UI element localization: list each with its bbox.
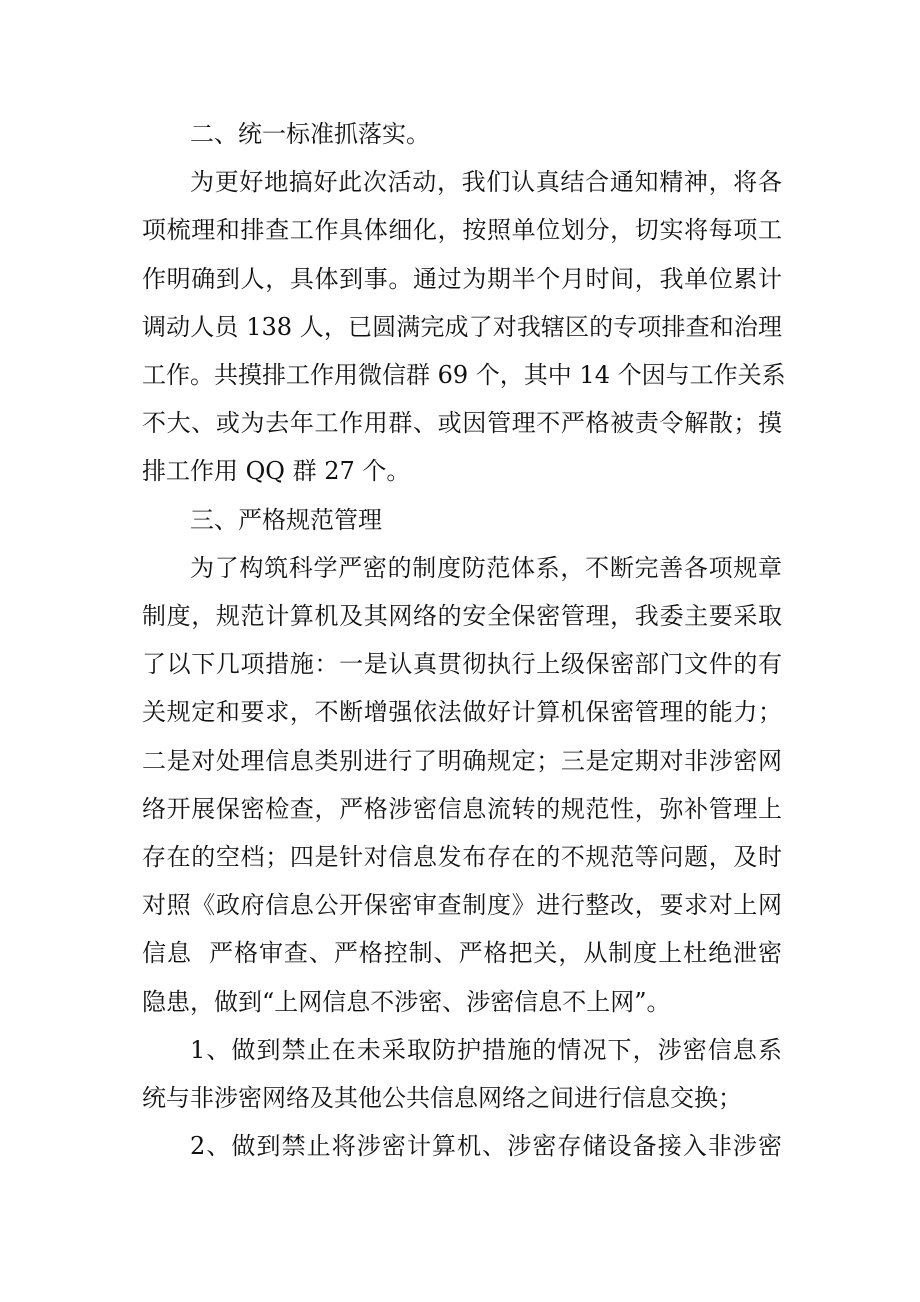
paragraph-line: 关规定和要求，不断增强依法做好计算机保密管理的能力； xyxy=(142,698,782,727)
paragraph-line: 络开展保密检查，严格涉密信息流转的规范性，弥补管理上 xyxy=(142,794,782,823)
list-item-1 xyxy=(142,1026,782,1122)
list-item-line: 统与非涉密网络及其他公共信息网络之间进行信息交换； xyxy=(142,1084,742,1113)
section3-paragraph xyxy=(142,544,782,1026)
paragraph-line: 对照《政府信息公开保密审查制度》进行整改，要求对上网 xyxy=(142,891,782,920)
paragraph-line: 为了构筑科学严密的制度防范体系，不断完善各项规章 xyxy=(190,553,782,582)
paragraph-line: 项梳理和排查工作具体细化，按照单位划分，切实将每项工 xyxy=(142,216,782,245)
list-item-2 xyxy=(142,1122,782,1170)
section2-heading: 二、统一标准抓落实。 xyxy=(190,120,430,148)
paragraph-line: 制度，规范计算机及其网络的安全保密管理，我委主要采取 xyxy=(142,602,782,631)
paragraph-line: 作明确到人，具体到事。通过为期半个月时间，我单位累计 xyxy=(142,264,782,293)
list-item-line: 1、做到禁止在未采取防护措施的情况下，涉密信息系 xyxy=(190,1035,782,1064)
paragraph-line: 存在的空档；四是针对信息发布存在的不规范等问题，及时 xyxy=(142,843,782,872)
paragraph-line: 隐患，做到“上网信息不涉密、涉密信息不上网”。 xyxy=(142,987,671,1016)
paragraph-line: 排工作用 QQ 群 27 个。 xyxy=(142,457,411,486)
paragraph-line: 工作。共摸排工作用微信群 69 个，其中 14 个因与工作关系 xyxy=(142,361,786,390)
paragraph-line: 为更好地搞好此次活动，我们认真结合通知精神，将各 xyxy=(190,168,782,197)
paragraph-line: 二是对处理信息类别进行了明确规定；三是定期对非涉密网 xyxy=(142,746,782,775)
section3-heading: 三、严格规范管理 xyxy=(190,505,382,534)
paragraph-line: 不大、或为去年工作用群、或因管理不严格被责令解散；摸 xyxy=(142,409,782,438)
document-page xyxy=(142,110,786,1170)
paragraph-line: 了以下几项措施：一是认真贯彻执行上级保密部门文件的有 xyxy=(142,650,782,679)
list-item-line: 2、做到禁止将涉密计算机、涉密存储设备接入非涉密 xyxy=(190,1132,782,1161)
paragraph-line: 调动人员 138 人，已圆满完成了对我辖区的专项排查和治理 xyxy=(142,312,782,341)
paragraph-line: 信息 严格审查、严格控制、严格把关，从制度上杜绝泄密 xyxy=(142,939,782,968)
section2-paragraph xyxy=(142,158,786,495)
